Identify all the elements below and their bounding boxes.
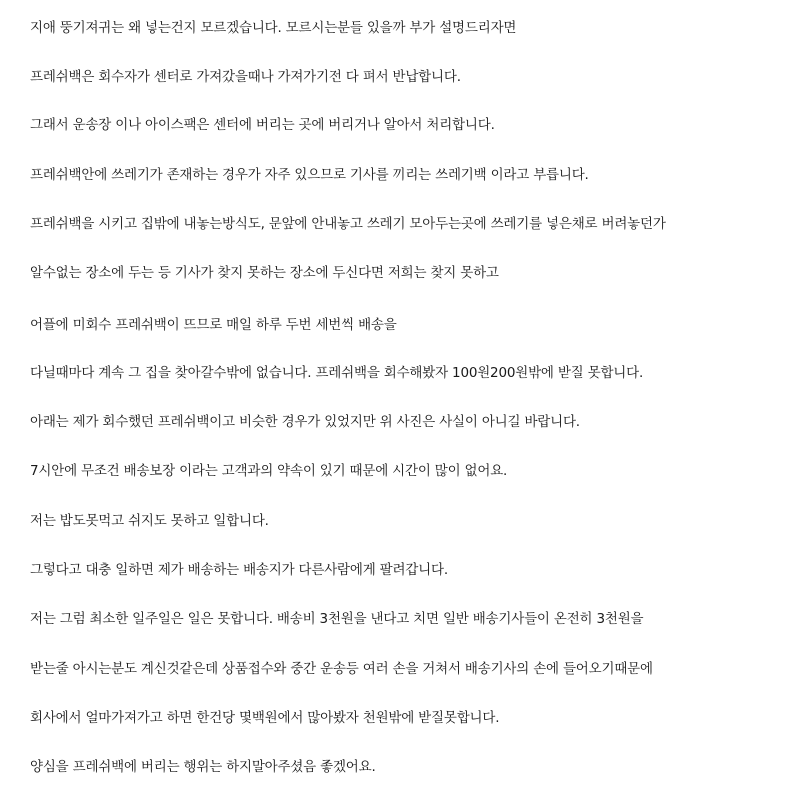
paragraph-11: 저는 밥도못먹고 쉬지도 못하고 일합니다. xyxy=(30,513,269,529)
paragraph-5: 프레쉬백을 시키고 집밖에 내놓는방식도, 문앞에 안내놓고 쓰레기 모아두는곳에 쓰레기를 넣은채로 버려놓던가 xyxy=(30,216,666,232)
paragraph-2: 프레쉬백은 회수자가 센터로 가져갔을때나 가져가기전 다 펴서 반납합니다. xyxy=(30,69,461,85)
paragraph-4: 프레쉬백안에 쓰레기가 존재하는 경우가 자주 있으므로 기사를 끼리는 쓰레기백 이라고 부릅니다. xyxy=(30,167,589,183)
paragraph-12: 그렇다고 대충 일하면 제가 배송하는 배송지가 다른사람에게 팔려갑니다. xyxy=(30,562,448,578)
paragraph-16: 양심을 프레쉬백에 버리는 행위는 하지말아주셨음 좋겠어요. xyxy=(30,759,376,775)
paragraph-9: 아래는 제가 회수했던 프레쉬백이고 비슷한 경우가 있었지만 위 사진은 사실이 아니길 바랍니다. xyxy=(30,414,580,430)
paragraph-15: 회사에서 얼마가져가고 하면 한건당 몇백원에서 많아봤자 천원밖에 받질못합니다. xyxy=(30,710,500,726)
paragraph-7: 어플에 미회수 프레쉬백이 뜨므로 매일 하루 두번 세번씩 배송을 xyxy=(30,317,397,333)
paragraph-6: 알수없는 장소에 두는 등 기사가 찾지 못하는 장소에 두신다면 저희는 찾지 못하고 xyxy=(30,265,499,281)
paragraph-3: 그래서 운송장 이나 아이스팩은 센터에 버리는 곳에 버리거나 알아서 처리합니다. xyxy=(30,117,495,133)
paragraph-10: 7시안에 무조건 배송보장 이라는 고객과의 약속이 있기 때문에 시간이 많이 없어요. xyxy=(30,463,508,479)
paragraph-14: 받는줄 아시는분도 계신것같은데 상품접수와 중간 운송등 여러 손을 거쳐서 배송기사의 손에 들어오기때문에 xyxy=(30,661,653,677)
paragraph-8: 다닐때마다 계속 그 집을 찾아갈수밖에 없습니다. 프레쉬백을 회수해봤자 100원200원밖에 받질 못합니다. xyxy=(30,365,644,381)
paragraph-13: 저는 그럼 최소한 일주일은 일은 못합니다. 배송비 3천원을 낸다고 치면 일반 배송기사들이 온전히 3천원을 xyxy=(30,611,644,627)
paragraph-1: 지애 뚱기져귀는 왜 넣는건지 모르겠습니다. 모르시는분들 있을까 부가 설명드리자면 xyxy=(30,20,517,36)
